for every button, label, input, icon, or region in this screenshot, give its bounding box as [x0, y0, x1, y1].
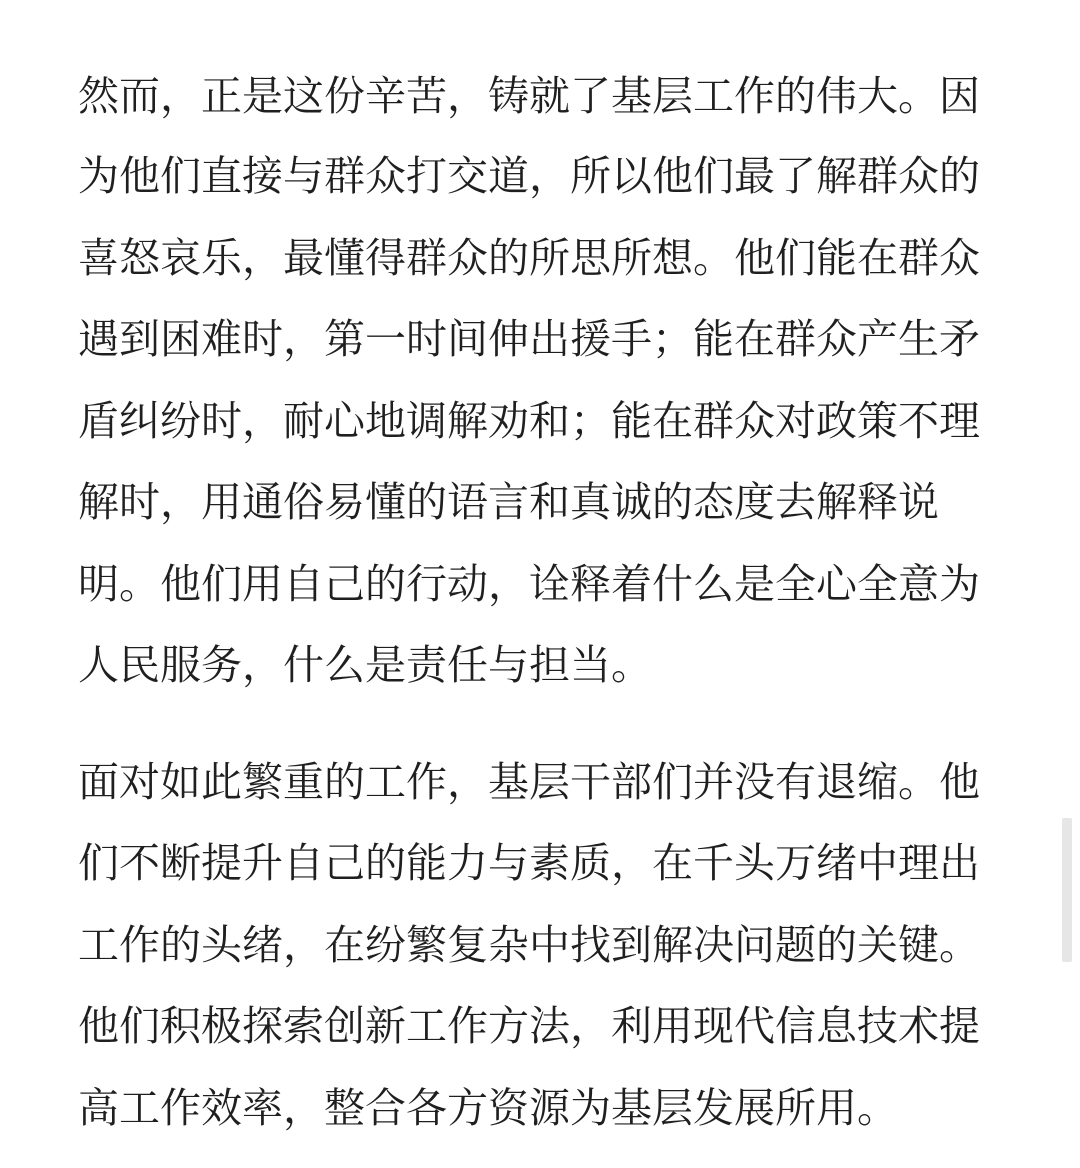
paragraph-line: 解时，用通俗易懂的语言和真诚的态度去解释说: [78, 478, 939, 526]
paragraph-line: 为他们直接与群众打交道，所以他们最了解群众的: [78, 152, 980, 200]
paragraph-line: 他们积极探索创新工作方法，利用现代信息技术提: [78, 1002, 980, 1050]
paragraph-line: 人民服务，什么是责任与担当。: [78, 641, 652, 689]
paragraph-line: 工作的头绪，在纷繁复杂中找到解决问题的关键。: [78, 921, 980, 969]
paragraph-line: 喜怒哀乐，最懂得群众的所思所想。他们能在群众: [78, 234, 980, 282]
paragraph-line: 面对如此繁重的工作，基层干部们并没有退缩。他: [78, 758, 980, 806]
paragraph-line: 盾纠纷时，耐心地调解劝和；能在群众对政策不理: [78, 397, 980, 445]
paragraph-line: 然而，正是这份辛苦，铸就了基层工作的伟大。因: [78, 72, 980, 120]
paragraph-line: 们不断提升自己的能力与素质，在千头万绪中理出: [78, 839, 980, 887]
scrollbar-thumb[interactable]: [1062, 818, 1072, 962]
paragraph-line: 高工作效率，整合各方资源为基层发展所用。: [78, 1084, 898, 1132]
paragraph-line: 遇到困难时，第一时间伸出援手；能在群众产生矛: [78, 315, 980, 363]
paragraph-line: 明。他们用自己的行动，诠释着什么是全心全意为: [78, 560, 980, 608]
